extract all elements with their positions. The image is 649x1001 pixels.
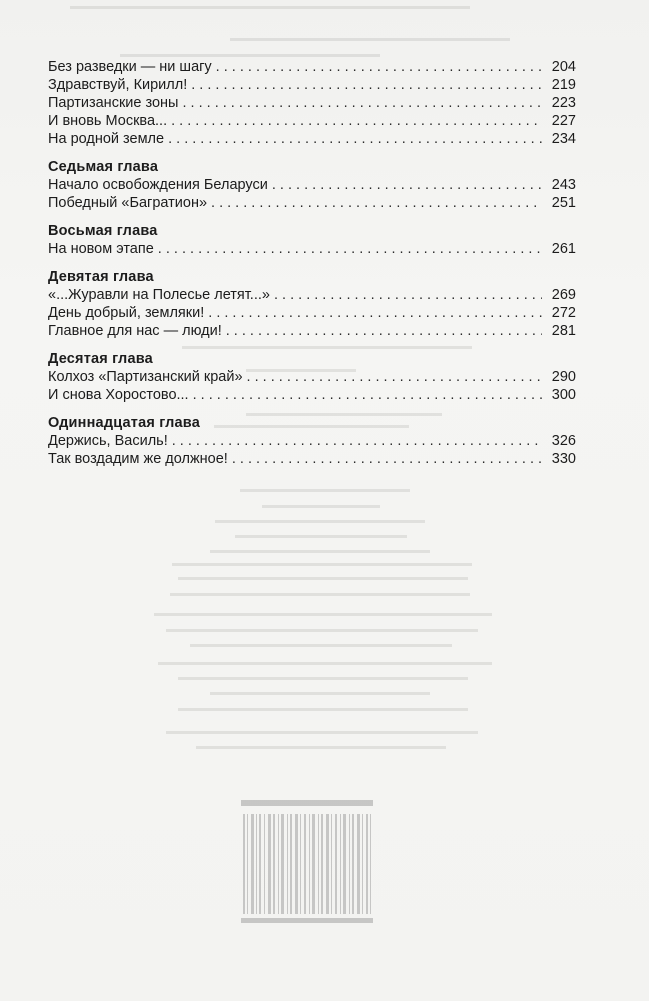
toc-entry <box>48 76 576 94</box>
toc-entry <box>48 130 576 148</box>
toc-entry-page: 227 <box>551 113 576 129</box>
toc-group-chapter-10 <box>48 350 576 404</box>
toc-leader-dots <box>272 176 542 194</box>
toc-entry-title: Здравствуй, Кирилл! <box>48 77 188 93</box>
toc-leader-dots <box>193 386 542 404</box>
toc-entry-page: 281 <box>551 323 576 339</box>
toc-entry-title: Главное для нас — люди! <box>48 323 222 339</box>
toc-leader-dots <box>232 450 542 468</box>
toc-entry-title: Держись, Василь! <box>48 433 168 449</box>
toc-leader-dots <box>168 130 542 148</box>
chapter-heading: Одиннадцатая глава <box>48 415 200 431</box>
toc-entry-title: Так воздадим же должное! <box>48 451 228 467</box>
toc-entry <box>48 240 576 258</box>
toc-entry <box>48 94 576 112</box>
toc-group-continued <box>48 58 576 148</box>
toc-entry-page: 326 <box>551 433 576 449</box>
toc-entry-page: 219 <box>551 77 576 93</box>
toc-entry <box>48 58 576 76</box>
toc-leader-dots <box>171 112 542 130</box>
toc-entry-title: На родной земле <box>48 131 165 147</box>
toc-entry-title: «...Журавли на Полесье летят...» <box>48 287 270 303</box>
toc-entry-page: 234 <box>551 131 576 147</box>
table-of-contents <box>48 58 576 468</box>
toc-group-chapter-11 <box>48 414 576 468</box>
toc-entry-page: 290 <box>551 369 576 385</box>
toc-entry-page: 300 <box>551 387 576 403</box>
toc-group-chapter-7 <box>48 158 576 212</box>
toc-entry-page: 269 <box>551 287 576 303</box>
toc-entry-title: Партизанские зоны <box>48 95 179 111</box>
toc-entry-page: 272 <box>551 305 576 321</box>
toc-group-chapter-8 <box>48 222 576 258</box>
chapter-heading: Десятая глава <box>48 351 153 367</box>
toc-entry-title: Колхоз «Партизанский край» <box>48 369 243 385</box>
toc-entry <box>48 112 576 130</box>
toc-entry <box>48 386 576 404</box>
toc-entry-page: 251 <box>551 195 576 211</box>
toc-entry-page: 330 <box>551 451 576 467</box>
toc-entry-title: На новом этапе <box>48 241 154 257</box>
toc-entry <box>48 176 576 194</box>
toc-leader-dots <box>208 304 542 322</box>
toc-entry <box>48 194 576 212</box>
toc-entry-page: 261 <box>551 241 576 257</box>
toc-entry-title: Без разведки — ни шагу <box>48 59 212 75</box>
toc-entry <box>48 304 576 322</box>
toc-leader-dots <box>216 58 542 76</box>
toc-entry-title: Победный «Багратион» <box>48 195 208 211</box>
chapter-heading: Восьмая глава <box>48 223 158 239</box>
toc-entry <box>48 322 576 340</box>
toc-entry-page: 204 <box>551 59 576 75</box>
chapter-heading: Седьмая глава <box>48 159 159 175</box>
toc-leader-dots <box>158 240 542 258</box>
toc-leader-dots <box>226 322 542 340</box>
toc-leader-dots <box>274 286 542 304</box>
toc-leader-dots <box>211 194 542 212</box>
toc-leader-dots <box>182 94 542 112</box>
toc-entry-title: И снова Хоростово... <box>48 387 189 403</box>
toc-group-chapter-9 <box>48 268 576 340</box>
toc-entry-page: 243 <box>551 177 576 193</box>
toc-leader-dots <box>191 76 542 94</box>
toc-entry-page: 223 <box>551 95 576 111</box>
toc-entry <box>48 432 576 450</box>
toc-entry-title: День добрый, земляки! <box>48 305 205 321</box>
toc-entry <box>48 368 576 386</box>
toc-entry <box>48 450 576 468</box>
toc-entry-title: Начало освобождения Беларуси <box>48 177 268 193</box>
toc-entry-title: И вновь Москва... <box>48 113 168 129</box>
chapter-heading: Девятая глава <box>48 269 154 285</box>
toc-entry <box>48 286 576 304</box>
barcode-bleed-through <box>241 800 373 925</box>
toc-leader-dots <box>247 368 542 386</box>
toc-leader-dots <box>172 432 542 450</box>
